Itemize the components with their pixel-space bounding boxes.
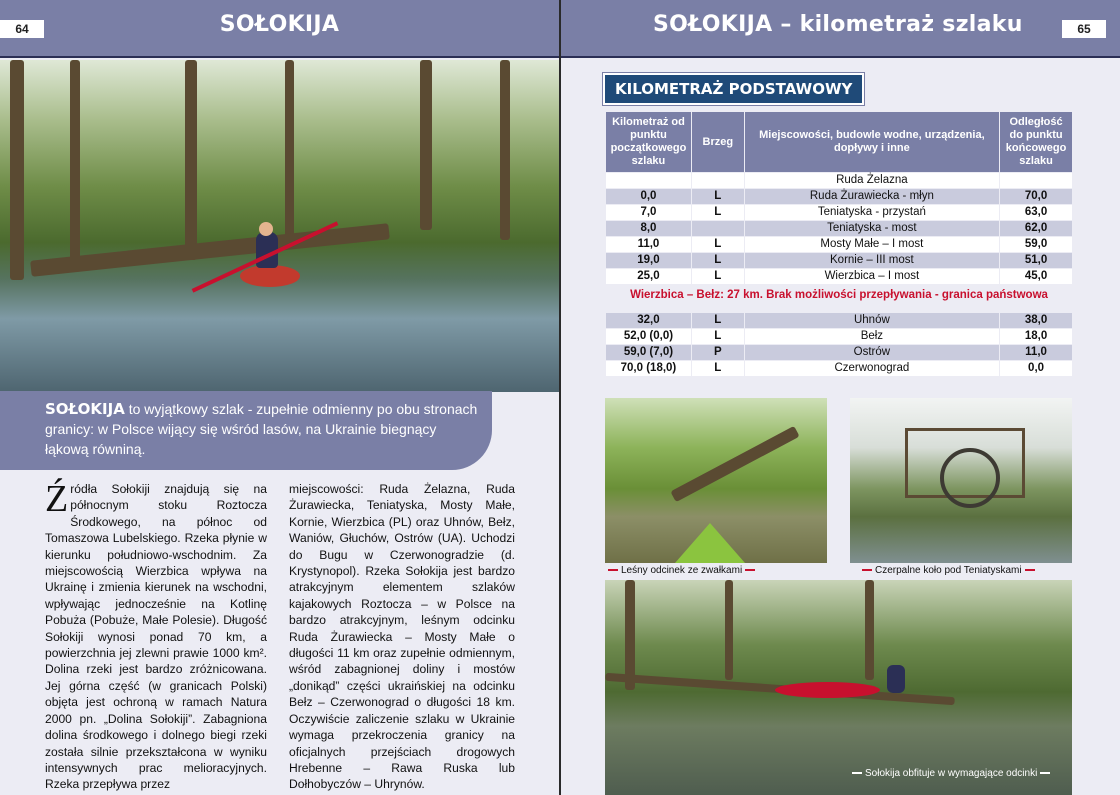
dist-cell [1000, 173, 1072, 188]
km-cell: 7,0 [606, 205, 691, 220]
bank-cell: L [692, 205, 744, 220]
place-cell: Bełz [745, 329, 999, 344]
dist-cell: 70,0 [1000, 189, 1072, 204]
right-header-bar [561, 0, 1120, 58]
bank-cell: L [692, 269, 744, 284]
table-row [606, 253, 1072, 268]
km-cell: 59,0 (7,0) [606, 345, 691, 360]
photo-water-wheel [850, 398, 1072, 563]
dist-cell: 51,0 [1000, 253, 1072, 268]
place-cell: Teniatyska - most [745, 221, 999, 236]
photo-forest-section [605, 398, 827, 563]
intro-text: to wyjątkowy szlak - zupełnie odmienny po obu stronach granicy: w Polsce wijący się wśród lasów, na Ukrainie biegnący łąkową równiną. [45, 401, 478, 457]
header-bank: Brzeg [692, 112, 744, 172]
bank-cell: L [692, 189, 744, 204]
km-cell: 52,0 (0,0) [606, 329, 691, 344]
caption-photo2-text: Czerpalne koło pod Teniatyskami [875, 565, 1022, 576]
caption-photo2 [859, 565, 1038, 576]
table-row [606, 269, 1072, 284]
caption-photo1-text: Leśny odcinek ze zwałkami [621, 565, 743, 576]
kilometer-table [605, 111, 1073, 377]
right-page-number: 65 [1062, 20, 1106, 38]
border-note-row [606, 285, 1072, 305]
column1-text: ródła Sołokiji znajdują się na północnym stoku Roztocza Środkowego, na północ od Tomaszowa Lubelskiego. Rzeka płynie w kierunku południowo-wschodnim. Za miejscowością Wierzbica wpływa na Ukrainę i zmienia kierunek na wschodni, wpływając jednocześnie na Kotlinę Pobuża (Pobuże, Małe Polesie). Długość Sołokiji wynosi ponad 70 km, a powierzchnia jej zlewni prawie 1000 km². Dolina rzeki jest bardzo zróżnicowana. Jej górna część (w granicach Polski) objęta jest ochroną w ramach Natura 2000 pn. „Dolina Sołokiji”. Zabagniona dolina środkowego i dolnego biegi rzeki została silnie przekształcona w wyniku intensywnych prac melioracyjnych. Rzeka przepływa przez [45, 482, 267, 792]
dist-cell: 59,0 [1000, 237, 1072, 252]
bank-cell: P [692, 345, 744, 360]
column2-text: miejscowości: Ruda Żelazna, Ruda Żurawiecka, Teniatyska, Mosty Małe, Kornie, Wierzbica (PL) oraz Uhnów, Bełz, Waniów, Głuchów, Ostrów (UA). Uchodzi do Bugu w Czerwonogradzie (d. Krystynopol). Rzeka Sołokija jest bardzo atrakcyjnym elementem szlaków kajakowych Roztocza – w Polsce na bardzo atrakcyjnym, leśnym odcinku Ruda Żurawiecka – Mosty Małe o długości 11 km oraz zupełnie odmiennym, wśród zabagnionej doliny i mostów „donikąd” części ukraińskiej na odcinku Bełz – Czerwonograd o długości 18 km. Oczywiście zaliczenie szlaku w Ukrainie wymaga przekroczenia granicy na oficjalnych przejściach drogowych Hrebenne – Rawa Ruska lub Dołhobyczów – Uhrynów. [289, 482, 515, 792]
bank-cell [692, 221, 744, 236]
body-column-2 [289, 481, 515, 793]
bank-cell: L [692, 329, 744, 344]
dist-cell: 38,0 [1000, 313, 1072, 328]
header-km-end: Odległość do punktu końcowego szlaku [1000, 112, 1072, 172]
table-row [606, 237, 1072, 252]
table-row [606, 345, 1072, 360]
caption-photo1 [605, 565, 758, 576]
bank-cell [692, 173, 744, 188]
km-cell: 32,0 [606, 313, 691, 328]
caption-photo3 [849, 768, 1053, 779]
km-cell: 19,0 [606, 253, 691, 268]
table-row [606, 189, 1072, 204]
table-row [606, 361, 1072, 376]
intro-box [0, 391, 492, 470]
dist-cell: 63,0 [1000, 205, 1072, 220]
bank-cell: L [692, 361, 744, 376]
km-cell [606, 173, 691, 188]
dist-cell: 11,0 [1000, 345, 1072, 360]
left-page-title: SOŁOKIJA [219, 12, 340, 37]
right-page-title: SOŁOKIJA – kilometraż szlaku [653, 12, 1023, 37]
bank-cell: L [692, 253, 744, 268]
dist-cell: 0,0 [1000, 361, 1072, 376]
table-row [606, 221, 1072, 236]
place-cell: Ostrów [745, 345, 999, 360]
km-cell: 70,0 (18,0) [606, 361, 691, 376]
km-cell: 0,0 [606, 189, 691, 204]
left-page [0, 0, 559, 795]
table-row [606, 313, 1072, 328]
place-cell: Mosty Małe – I most [745, 237, 999, 252]
right-page [561, 0, 1120, 795]
dist-cell: 62,0 [1000, 221, 1072, 236]
dist-cell: 45,0 [1000, 269, 1072, 284]
bank-cell: L [692, 237, 744, 252]
place-cell: Wierzbica – I most [745, 269, 999, 284]
bank-cell: L [692, 313, 744, 328]
km-cell: 8,0 [606, 221, 691, 236]
header-km-start: Kilometraż od punktu początkowego szlaku [606, 112, 691, 172]
left-header-bar [0, 0, 559, 58]
section-label: KILOMETRAŻ PODSTAWOWY [605, 75, 862, 103]
dist-cell: 18,0 [1000, 329, 1072, 344]
photo-kayak-obstacle [605, 580, 1072, 795]
dropcap: Ź [45, 478, 69, 520]
body-column-1 [45, 478, 267, 793]
left-page-number: 64 [0, 20, 44, 38]
hero-photo-kayaker [0, 60, 559, 392]
place-cell: Uhnów [745, 313, 999, 328]
caption-photo3-text: Sołokija obfituje w wymagające odcinki [865, 768, 1038, 779]
border-note: Wierzbica – Bełz: 27 km. Brak możliwości przepływania - granica państwowa [630, 288, 1048, 301]
table-header-row [606, 112, 1072, 172]
place-cell: Ruda Żurawiecka - młyn [745, 189, 999, 204]
km-cell: 11,0 [606, 237, 691, 252]
place-cell: Kornie – III most [745, 253, 999, 268]
table-row [606, 205, 1072, 220]
place-cell: Teniatyska - przystań [745, 205, 999, 220]
place-cell: Czerwonograd [745, 361, 999, 376]
km-cell: 25,0 [606, 269, 691, 284]
table-row [606, 173, 1072, 188]
place-cell: Ruda Żelazna [745, 173, 999, 188]
intro-keyword: SOŁOKIJA [45, 400, 125, 418]
table-row [606, 329, 1072, 344]
header-places: Miejscowości, budowle wodne, urządzenia, dopływy i inne [745, 112, 999, 172]
